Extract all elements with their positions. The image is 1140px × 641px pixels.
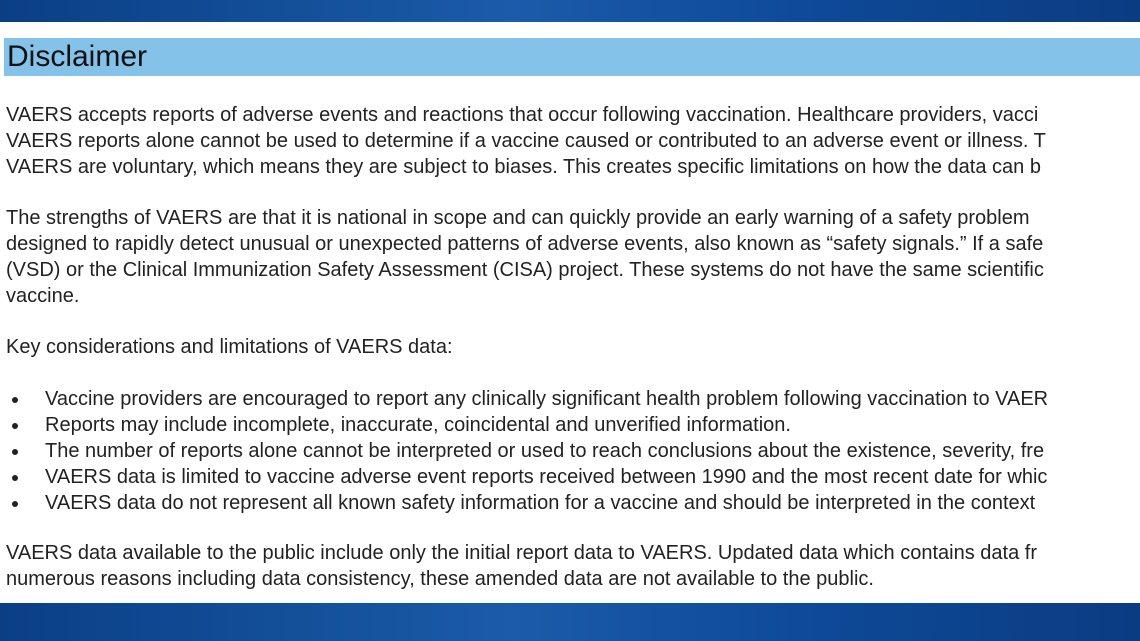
bullet-icon	[12, 475, 18, 481]
bottom-frame-band	[0, 603, 1140, 641]
paragraph-intro	[6, 102, 1140, 180]
paragraph-key-considerations	[6, 334, 1140, 360]
list-item-text: VAERS data do not represent all known safety information for a vaccine and should be interpreted in the context	[45, 492, 1036, 514]
limitations-list	[0, 386, 1140, 516]
paragraph-line: VAERS reports alone cannot be used to determine if a vaccine caused or contributed to an adverse event or illness. T	[6, 130, 1046, 152]
list-item-text: VAERS data is limited to vaccine adverse event reports received between 1990 and the most recent date for whic	[45, 466, 1048, 488]
list-item	[0, 490, 1140, 516]
list-item	[0, 464, 1140, 490]
bullet-icon	[12, 423, 18, 429]
paragraph-public-data	[6, 540, 1140, 592]
bullet-icon	[12, 501, 18, 507]
paragraph-line: The strengths of VAERS are that it is national in scope and can quickly provide an early warning of a safety problem	[6, 207, 1030, 229]
list-item	[0, 438, 1140, 464]
paragraph-line: VAERS accepts reports of adverse events and reactions that occur following vaccination. Healthcare providers, vacci	[6, 104, 1039, 126]
bullet-icon	[12, 449, 18, 455]
list-item-text: Vaccine providers are encouraged to report any clinically significant health problem following vaccination to VAER	[45, 388, 1049, 410]
list-item	[0, 412, 1140, 438]
paragraph-line: Key considerations and limitations of VAERS data:	[6, 336, 453, 358]
list-item-text: Reports may include incomplete, inaccurate, coincidental and unverified information.	[45, 414, 791, 436]
paragraph-line: VAERS are voluntary, which means they are subject to biases. This creates specific limitations on how the data can b	[6, 156, 1041, 178]
paragraph-line: (VSD) or the Clinical Immunization Safety Assessment (CISA) project. These systems do not have the same scientific	[6, 259, 1044, 281]
bullet-icon	[12, 397, 18, 403]
disclaimer-heading: Disclaimer	[7, 40, 148, 73]
paragraph-line: VAERS data available to the public include only the initial report data to VAERS. Updated data which contains data fr	[6, 542, 1037, 564]
list-item-text: The number of reports alone cannot be interpreted or used to reach conclusions about the existence, severity, fre	[45, 440, 1045, 462]
paragraph-line: numerous reasons including data consistency, these amended data are not available to the public.	[6, 568, 874, 590]
paragraph-line: vaccine.	[6, 285, 80, 307]
heading-bar	[4, 38, 1140, 76]
paragraph-line: designed to rapidly detect unusual or unexpected patterns of adverse events, also known as “safety signals.” If a safe	[6, 233, 1044, 255]
disclaimer-document	[0, 22, 1140, 603]
list-item	[0, 386, 1140, 412]
paragraph-strengths	[6, 205, 1140, 309]
top-frame-band	[0, 0, 1140, 22]
